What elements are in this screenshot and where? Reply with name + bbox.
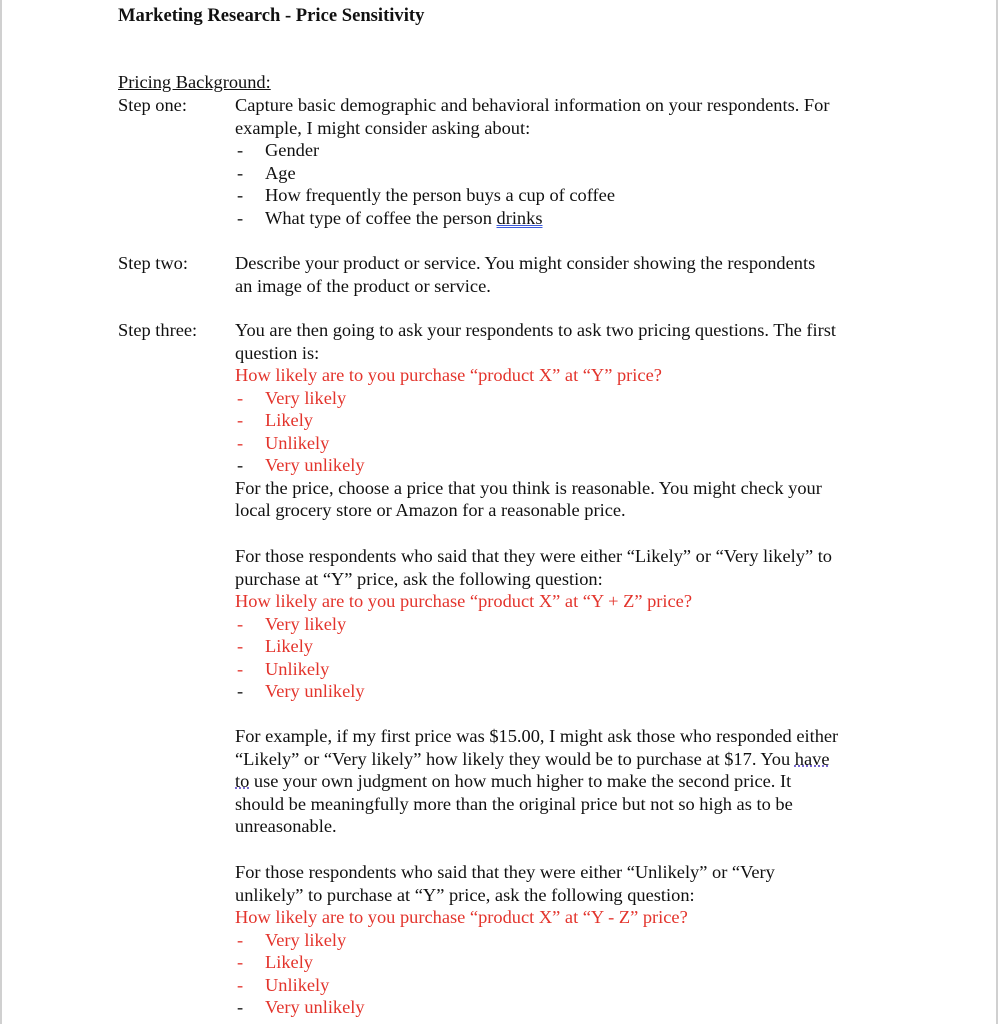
option-item: - Very likely: [237, 929, 347, 950]
question-1: How likely are to you purchase “product X” at “Y” price?: [235, 365, 662, 385]
step-three-line2: question is:: [235, 342, 320, 363]
step-two-line1: Describe your product or service. You might consider showing the respondents: [235, 253, 816, 273]
document-title: Marketing Research - Price Sensitivity: [118, 5, 425, 26]
option-item: - Very likely: [237, 613, 347, 634]
followup-high-line1: For those respondents who said that they were either “Likely” or “Very likely” to: [235, 546, 833, 566]
question-3: How likely are to you purchase “product X” at “Y - Z” price?: [235, 907, 688, 927]
followup-low-block: [235, 861, 895, 1019]
price-note-line2: local grocery store or Amazon for a reasonable price.: [235, 500, 626, 520]
question-2: How likely are to you purchase “product X” at “Y + Z” price?: [235, 591, 693, 611]
step-two-line2: an image of the product or service.: [235, 275, 491, 296]
step-two-content: [235, 252, 895, 297]
step-three-line1: You are then going to ask your respondents to ask two pricing questions. The first: [235, 320, 837, 340]
step-three-label: Step three:: [118, 320, 198, 340]
option-item: - Likely: [237, 636, 314, 656]
step-three-content: [235, 319, 895, 522]
step-two-label: Step two:: [118, 253, 188, 273]
option-item: - Likely: [237, 952, 314, 972]
example-line2: “Likely” or “Very likely” how likely they would be to purchase at $17. You have: [235, 748, 830, 769]
example-line4: should be meaningfully more than the original price but not so high as to be: [235, 793, 793, 814]
option-item: - Very unlikely: [237, 681, 365, 701]
spellcheck-flagged-word[interactable]: drinks: [496, 207, 543, 228]
list-item: - What type of coffee the person drinks: [237, 207, 543, 228]
grammar-flagged-word[interactable]: have: [794, 748, 830, 769]
step-one-content: [235, 94, 895, 229]
followup-low-line2: unlikely” to purchase at “Y” price, ask the following question:: [235, 884, 695, 905]
page-border-right: [996, 0, 998, 1024]
example-line1: For example, if my first price was $15.00, I might ask those who responded either: [235, 726, 839, 746]
followup-high-block: [235, 545, 895, 703]
option-item: - Very likely: [237, 387, 347, 408]
option-item: - Very unlikely: [237, 455, 365, 475]
option-item: - Unlikely: [237, 974, 330, 995]
list-item: - How frequently the person buys a cup of coffee: [237, 185, 615, 205]
followup-low-line1: For those respondents who said that they were either “Unlikely” or “Very: [235, 862, 775, 882]
section-heading: Pricing Background:: [118, 72, 271, 92]
page-border-left: [0, 0, 2, 1024]
option-item: - Likely: [237, 410, 314, 430]
option-item: - Unlikely: [237, 658, 330, 679]
followup-high-line2: purchase at “Y” price, ask the following question:: [235, 568, 603, 589]
step-one-intro-line2: example, I might consider asking about:: [235, 117, 531, 138]
step-one-intro-line1: Capture basic demographic and behavioral information on your respondents. For: [235, 95, 830, 115]
option-item: - Very unlikely: [237, 997, 365, 1017]
example-block: [235, 725, 895, 838]
example-line5: unreasonable.: [235, 816, 337, 836]
step-one-label: Step one:: [118, 95, 187, 115]
option-item: - Unlikely: [237, 432, 330, 453]
list-item: - Age: [237, 162, 296, 183]
price-note-line1: For the price, choose a price that you think is reasonable. You might check your: [235, 477, 822, 498]
list-item: - Gender: [237, 140, 320, 160]
grammar-flagged-word[interactable]: to: [235, 771, 250, 791]
example-line3: to use your own judgment on how much higher to make the second price. It: [235, 771, 792, 791]
